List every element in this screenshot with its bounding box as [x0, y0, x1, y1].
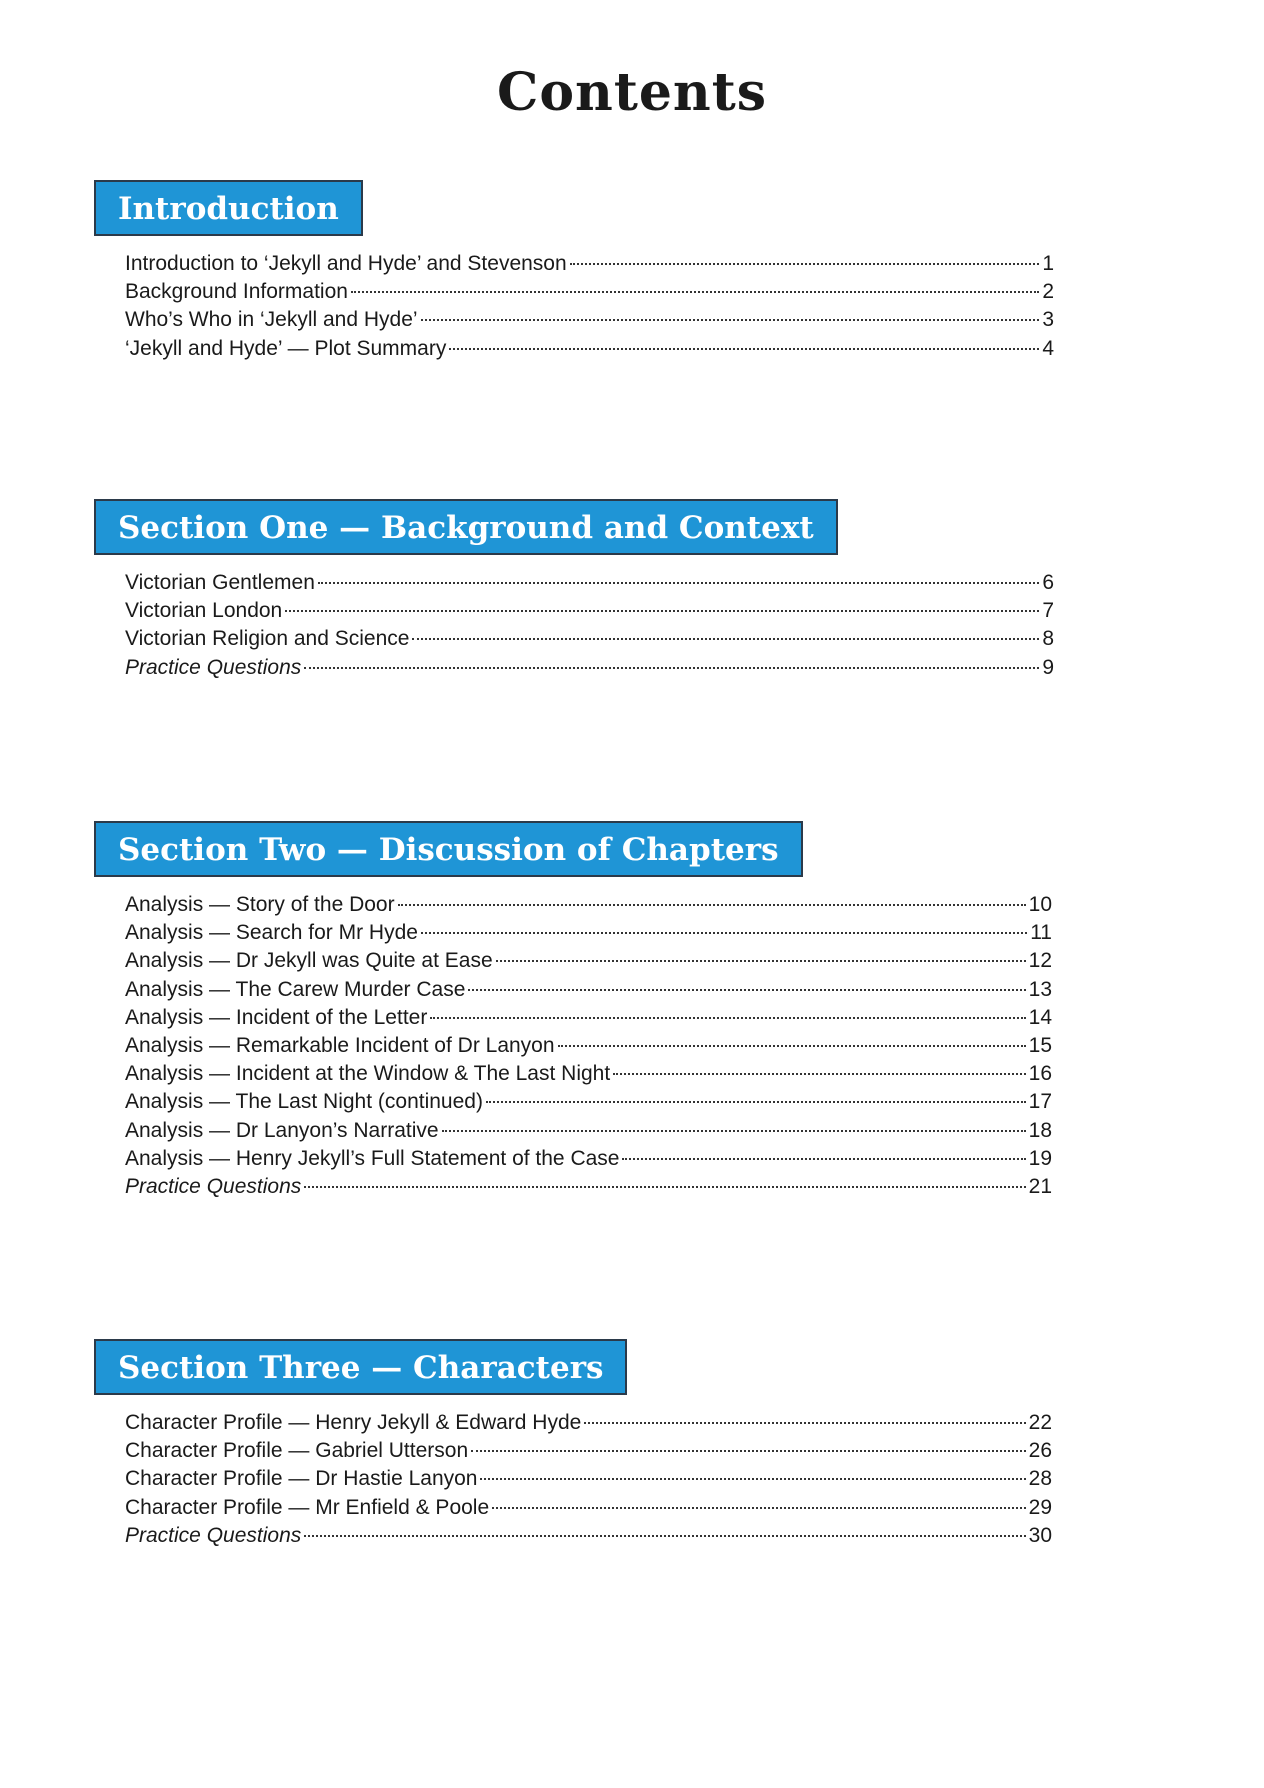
toc-entry[interactable]: [125, 976, 1052, 1004]
section-introduction: [94, 180, 1084, 363]
dot-leader: [304, 667, 1039, 669]
toc-entry-page-number: 22: [1028, 1411, 1052, 1434]
dot-leader: [318, 582, 1039, 584]
dot-leader: [304, 1186, 1025, 1188]
toc-entry[interactable]: [125, 1522, 1052, 1550]
dot-leader: [430, 1017, 1025, 1019]
toc-entry[interactable]: [125, 1060, 1052, 1088]
dot-leader: [496, 960, 1026, 962]
toc-entry[interactable]: [125, 250, 1054, 278]
toc-entry-page-number: 29: [1028, 1495, 1052, 1519]
toc-entry-title: Analysis — Dr Jekyll was Quite at Ease: [125, 949, 493, 973]
toc-list: [94, 891, 1052, 1201]
toc-entry-title: Analysis — The Last Night (continued): [125, 1090, 483, 1114]
dot-leader: [558, 1045, 1026, 1047]
toc-entry-title: Analysis — Remarkable Incident of Dr Lanyon: [125, 1033, 555, 1057]
dot-leader: [486, 1101, 1026, 1103]
toc-entry-title: Victorian Religion and Science: [125, 627, 410, 651]
dot-leader: [449, 348, 1039, 350]
toc-entry-title: Victorian Gentlemen: [125, 571, 315, 594]
toc-entry[interactable]: [125, 1437, 1052, 1465]
toc-entry-title: Analysis — Dr Lanyon’s Narrative: [125, 1118, 439, 1142]
toc-entry-page-number: 2: [1042, 280, 1054, 304]
toc-entry-title: Practice Questions: [125, 1523, 302, 1547]
toc-entry-title: Character Profile — Gabriel Utterson: [125, 1439, 469, 1463]
toc-entry-title: Background Information: [125, 280, 348, 304]
dot-leader: [622, 1158, 1025, 1160]
toc-entry-page-number: 1: [1042, 252, 1054, 275]
toc-entry[interactable]: [125, 1117, 1052, 1145]
toc-entry-page-number: 3: [1042, 308, 1054, 332]
toc-entry-page-number: 18: [1028, 1118, 1052, 1142]
toc-entry-title: ‘Jekyll and Hyde’ — Plot Summary: [125, 336, 447, 360]
toc-entry-title: Character Profile — Henry Jekyll & Edward Hyde: [125, 1411, 582, 1434]
dot-leader: [613, 1073, 1025, 1075]
toc-entry-title: Character Profile — Dr Hastie Lanyon: [125, 1467, 478, 1491]
toc-entry-page-number: 4: [1042, 336, 1054, 360]
toc-entry[interactable]: [125, 335, 1054, 363]
toc-entry[interactable]: [125, 947, 1052, 975]
toc-entry-page-number: 6: [1042, 571, 1054, 594]
dot-leader: [421, 319, 1040, 321]
dot-leader: [468, 989, 1025, 991]
toc-entry-page-number: 26: [1028, 1439, 1052, 1463]
toc-entry[interactable]: [125, 597, 1054, 625]
dot-leader: [584, 1422, 1025, 1424]
toc-entry[interactable]: [125, 891, 1052, 919]
toc-entry-page-number: 21: [1028, 1174, 1052, 1198]
toc-entry-title: Analysis — Incident at the Window & The Last Night: [125, 1062, 611, 1086]
dot-leader: [304, 1535, 1025, 1537]
toc-list: [94, 1409, 1052, 1550]
toc-entry[interactable]: [125, 1004, 1052, 1032]
toc-entry[interactable]: [125, 1409, 1052, 1437]
toc-entry-title: Analysis — The Carew Murder Case: [125, 977, 466, 1001]
toc-entry-title: Victorian London: [125, 599, 283, 623]
section-three: [94, 1339, 1084, 1550]
toc-entry-page-number: 7: [1042, 599, 1054, 623]
toc-entry-title: Analysis — Search for Mr Hyde: [125, 921, 418, 945]
section-heading: Introduction: [94, 180, 363, 236]
page-title: Contents: [496, 62, 768, 123]
toc-entry[interactable]: [125, 919, 1052, 947]
dot-leader: [351, 291, 1039, 293]
section-heading: Section One — Background and Context: [94, 499, 838, 555]
toc-entry-page-number: 16: [1028, 1062, 1052, 1086]
toc-entry[interactable]: [125, 625, 1054, 653]
section-two: [94, 821, 1084, 1201]
toc-entry-title: Practice Questions: [125, 1174, 302, 1198]
toc-entry[interactable]: [125, 1088, 1052, 1116]
toc-entry-title: Analysis — Henry Jekyll’s Full Statement of the Case: [125, 1146, 620, 1170]
toc-entry-title: Who’s Who in ‘Jekyll and Hyde’: [125, 308, 418, 332]
dot-leader: [412, 638, 1039, 640]
toc-entry-page-number: 17: [1028, 1090, 1052, 1114]
section-heading: Section Three — Characters: [94, 1339, 627, 1395]
toc-entry-page-number: 28: [1028, 1467, 1052, 1491]
toc-entry[interactable]: [125, 1494, 1052, 1522]
dot-leader: [398, 904, 1026, 906]
toc-entry-title: Analysis — Story of the Door: [125, 893, 395, 916]
toc-entry[interactable]: [125, 1032, 1052, 1060]
toc-entry-page-number: 11: [1030, 921, 1052, 945]
dot-leader: [285, 610, 1039, 612]
toc-entry[interactable]: [125, 569, 1054, 597]
toc-entry[interactable]: [125, 278, 1054, 306]
toc-entry-title: Character Profile — Mr Enfield & Poole: [125, 1495, 490, 1519]
toc-entry-title: Practice Questions: [125, 655, 302, 679]
toc-list: [94, 569, 1054, 682]
toc-list: [94, 250, 1054, 363]
toc-entry-page-number: 15: [1028, 1033, 1052, 1057]
toc-entry[interactable]: [125, 654, 1054, 682]
dot-leader: [480, 1478, 1025, 1480]
toc-entry-page-number: 19: [1028, 1146, 1052, 1170]
toc-entry-title: Analysis — Incident of the Letter: [125, 1005, 428, 1029]
toc-entry-page-number: 14: [1028, 1005, 1052, 1029]
section-one: [94, 499, 1084, 682]
toc-entry[interactable]: [125, 306, 1054, 334]
toc-entry[interactable]: [125, 1465, 1052, 1493]
toc-entry-page-number: 13: [1028, 977, 1052, 1001]
dot-leader: [442, 1130, 1026, 1132]
dot-leader: [492, 1507, 1025, 1509]
toc-entry-page-number: 8: [1042, 627, 1054, 651]
toc-entry[interactable]: [125, 1173, 1052, 1201]
section-heading: Section Two — Discussion of Chapters: [94, 821, 803, 877]
dot-leader: [471, 1450, 1026, 1452]
toc-entry-page-number: 10: [1028, 893, 1052, 916]
dot-leader: [421, 932, 1027, 934]
dot-leader: [570, 263, 1040, 265]
toc-entry-page-number: 12: [1028, 949, 1052, 973]
toc-entry-page-number: 9: [1042, 655, 1054, 679]
toc-entry[interactable]: [125, 1145, 1052, 1173]
toc-entry-title: Introduction to ‘Jekyll and Hyde’ and Stevenson: [125, 252, 567, 275]
toc-entry-page-number: 30: [1028, 1523, 1052, 1547]
